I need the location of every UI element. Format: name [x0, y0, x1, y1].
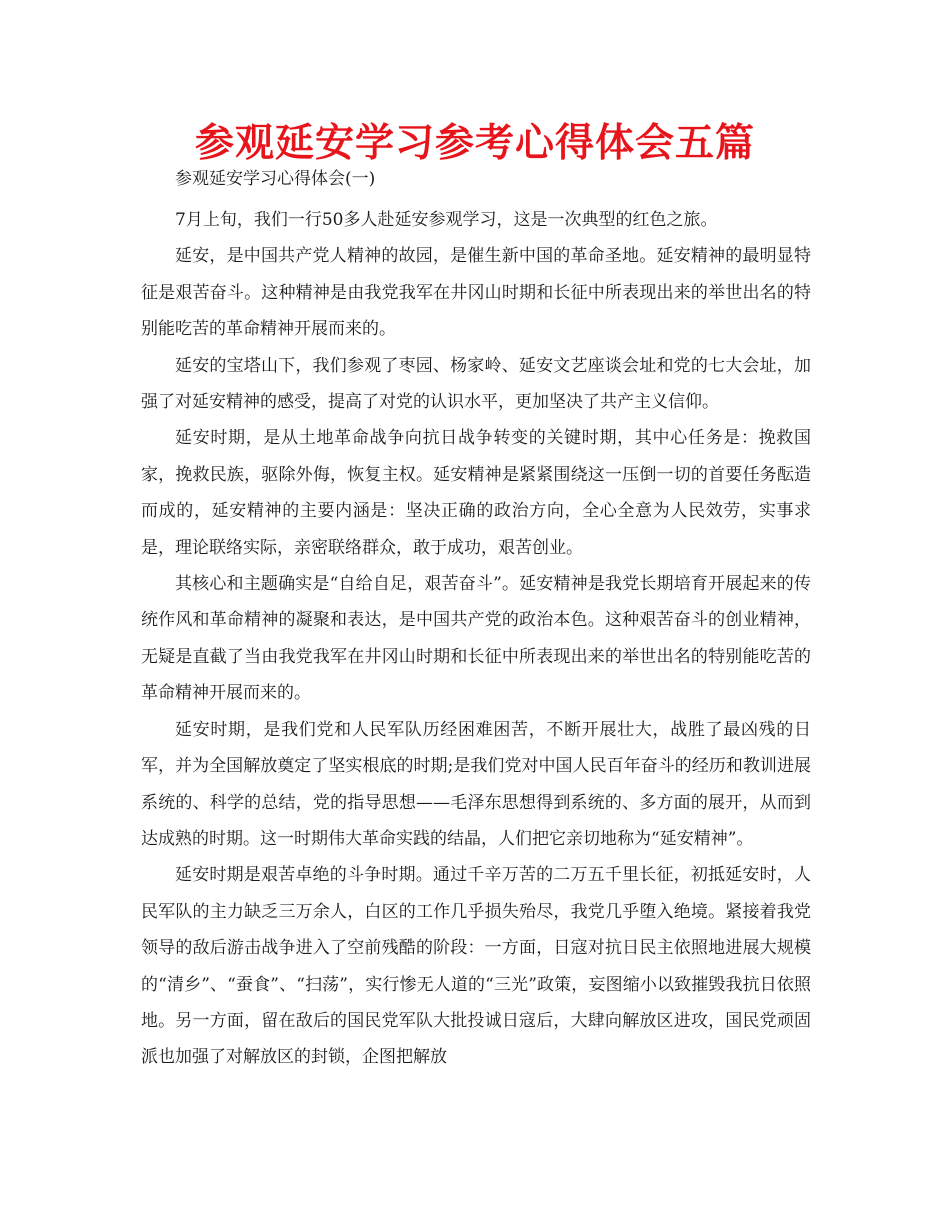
paragraph-6: 延安时期，是我们党和人民军队历经困难困苦，不断开展壮大，战胜了最凶残的日军，并为全国解放奠定了坚实根底的时期;是我们党对中国人民百年奋斗的经历和教训进展系统的、科学的总结，党的指导思想——毛泽东思想得到系统的、多方面的展开，从而到达成熟的时期。这一时期伟大革命实践的结晶，人们把它亲切地称为“延安精神”。	[141, 719, 811, 849]
paragraph-1: 7月上旬，我们一行50多人赴延安参观学习，这是一次典型的红色之旅。	[175, 210, 718, 230]
document-body	[141, 164, 811, 1076]
paragraph-3: 延安的宝塔山下，我们参观了枣园、杨家岭、延安文艺座谈会址和党的七大会址，加强了对延安精神的感受，提高了对党的认识水平，更加坚决了共产主义信仰。	[141, 355, 811, 413]
paragraph-2: 延安，是中国共产党人精神的故园，是催生新中国的革命圣地。延安精神的最明显特征是艰苦奋斗。这种精神是由我党我军在井冈山时期和长征中所表现出来的举世出名的特别能吃苦的革命精神开展而来的。	[141, 246, 811, 340]
document-title: 参观延安学习参考心得体会五篇	[194, 121, 755, 166]
paragraph-4: 延安时期，是从土地革命战争向抗日战争转变的关键时期，其中心任务是：挽救国家，挽救民族，驱除外侮，恢复主权。延安精神是紧紧围绕这一压倒一切的首要任务酝造而成的，延安精神的主要内涵是：坚决正确的政治方向，全心全意为人民效劳，实事求是，理论联络实际，亲密联络群众，敢于成功，艰苦创业。	[141, 428, 811, 558]
paragraph-5: 其核心和主题确实是“自给自足，艰苦奋斗”。延安精神是我党长期培育开展起来的传统作风和革命精神的凝聚和表达，是中国共产党的政治本色。这种艰苦奋斗的创业精神，无疑是直截了当由我党我军在井冈山时期和长征中所表现出来的举世出名的特别能吃苦的革命精神开展而来的。	[141, 574, 811, 704]
section-heading: 参观延安学习心得体会(一)	[175, 169, 376, 189]
paragraph-7: 延安时期是艰苦卓绝的斗争时期。通过千辛万苦的二万五千里长征，初抵延安时，人民军队的主力缺乏三万余人，白区的工作几乎损失殆尽，我党几乎堕入绝境。紧接着我党领导的敌后游击战争进入了空前残酷的阶段：一方面，日寇对抗日民主依照地进展大规模的“清乡”、“蚕食”、“扫荡”，实行惨无人道的“三光”政策，妄图缩小以致摧毁我抗日依照地。另一方面，留在敌后的国民党军队大批投诚日寇后，大肆向解放区进攻，国民党顽固派也加强了对解放区的封锁，企图把解放	[141, 865, 811, 1068]
